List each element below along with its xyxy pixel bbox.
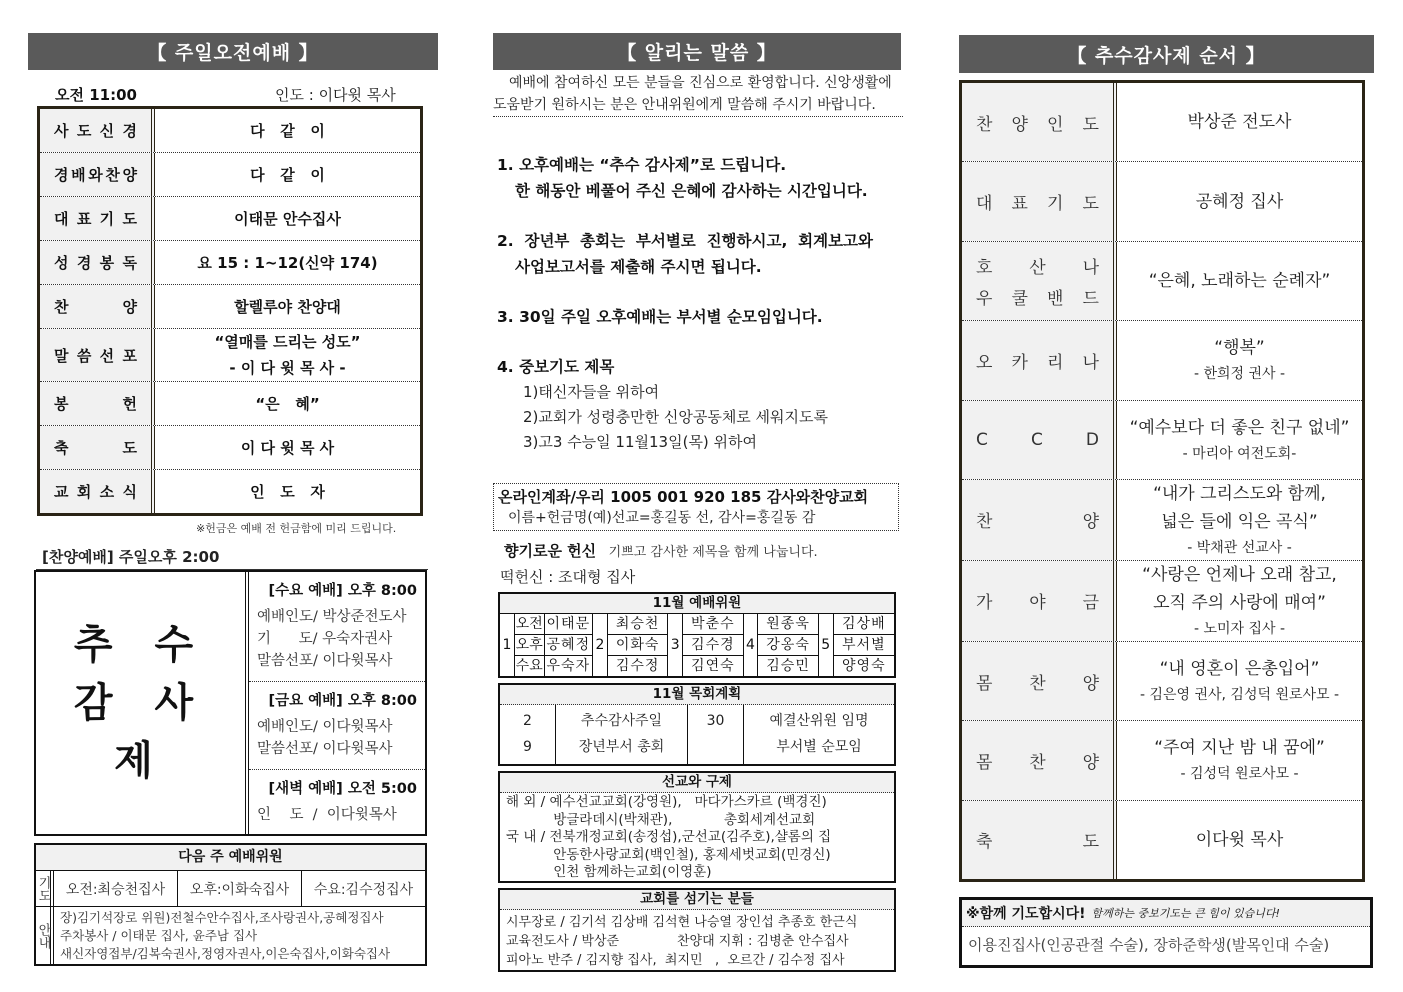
program-performer: - 김성덕 원로사모 - — [1180, 766, 1299, 783]
label-line — [976, 189, 1099, 214]
label-char: 포 — [122, 346, 137, 365]
plan-dates-right — [688, 705, 744, 764]
program-label — [962, 321, 1117, 399]
week-number: 2 — [595, 637, 605, 653]
service-title: [수요 예배] 오후 8:00 — [268, 583, 417, 599]
service-block — [249, 769, 425, 834]
label-char: 야 — [1029, 593, 1046, 614]
staff-name: 부서별 — [833, 635, 894, 656]
label-char: 식 — [122, 483, 137, 501]
offering-line — [504, 540, 818, 561]
prayer-cell: 오전:최승천집사 — [54, 871, 178, 906]
order-value — [155, 153, 420, 196]
program-value — [1117, 642, 1362, 720]
label-char: 인 — [1047, 114, 1064, 135]
program-row — [962, 800, 1362, 879]
program-label — [962, 401, 1117, 479]
label-char: 카 — [1011, 352, 1028, 373]
program-row — [962, 83, 1362, 161]
program-label — [962, 561, 1117, 641]
program-label — [962, 242, 1117, 320]
order-row — [40, 425, 420, 469]
label-char: 쿨 — [1011, 288, 1028, 309]
staff-name: 박춘수 — [682, 614, 742, 635]
title-line-1: 추 수 — [73, 622, 208, 668]
servant-line: 피아노 반주 / 김지향 집사, 최지민 , 오르간 / 김수정 집사 — [506, 953, 845, 968]
prayer-label: 기도 — [36, 871, 54, 906]
label-line — [976, 110, 1099, 135]
label-line — [976, 588, 1099, 613]
offering-desc: 기쁘고 감사한 제목을 함께 나눕니다. — [608, 545, 818, 560]
mission-line: 방글라데시(박채관), 총회세계선교회 — [506, 811, 816, 828]
program-title: “사랑은 언제나 오래 참고, — [1142, 564, 1337, 585]
guide-line: 장)김기석장로 위원)전철수안수집사,조사랑권사,공혜정집사 — [60, 910, 384, 925]
role-column — [514, 614, 544, 676]
program-performer: - 김은영 권사, 김성덕 원로사모 - — [1139, 687, 1340, 704]
prayer-request-box — [959, 897, 1373, 968]
program-row — [962, 720, 1362, 799]
label-char: 경 — [54, 166, 69, 184]
label-char: 소 — [99, 483, 115, 501]
label-char: 밴 — [1047, 288, 1064, 309]
prayer-cell: 오후:이화숙집사 — [178, 871, 302, 906]
order-value — [155, 241, 420, 284]
label-char: C — [976, 429, 988, 450]
welcome-text — [493, 72, 903, 117]
plan-entry: 2 — [523, 713, 532, 729]
role-cell: 수요 — [514, 656, 544, 677]
label-char: 양 — [1082, 512, 1099, 533]
label-char: 나 — [1082, 257, 1099, 278]
staff-name: 김연숙 — [682, 656, 742, 677]
staff-name: 우숙자 — [544, 656, 593, 677]
prayer-box-title: ※함께 기도합시다! — [966, 906, 1086, 922]
week-number: 5 — [821, 637, 831, 653]
order-value — [155, 109, 420, 152]
order-label — [40, 109, 155, 152]
welcome-line: 예배에 참여하신 모든 분들을 진심으로 환영합니다. 신앙생활에 — [509, 75, 892, 91]
label-char: 표 — [76, 210, 92, 228]
account-number: 온라인계좌/우리 1005 001 920 185 감사와찬양교회 — [498, 488, 869, 506]
names-column — [833, 614, 894, 676]
weekday-service-list — [249, 572, 425, 834]
label-char: 몸 — [976, 752, 993, 773]
program-row — [962, 560, 1362, 641]
staff-name: 양영숙 — [833, 656, 894, 677]
service-title: [새벽 예배] 오전 5:00 — [268, 780, 417, 797]
program-value — [1117, 561, 1362, 641]
notice-line: 한 해동안 베풀어 주신 은혜에 감사하는 시간입니다. — [515, 182, 868, 200]
plan-entry: 장년부서 총회 — [578, 739, 665, 755]
program-value — [1117, 401, 1362, 479]
value-line: 할렐루야 찬양대 — [234, 297, 341, 316]
plan-entry: 추수감사주일 — [580, 713, 663, 729]
mission-line: 국 내 / 전북개정교회(송정섭),군선교(김주호),샬롬의 집 — [506, 829, 832, 845]
order-label — [40, 426, 155, 469]
thanksgiving-program-header: 【 추수감사제 순서 】 — [959, 35, 1374, 73]
offering-note: ※헌금은 예배 전 헌금함에 미리 드립니다. — [196, 522, 397, 535]
program-title: 박상준 전도사 — [1187, 112, 1292, 133]
plan-entry: 30 — [706, 713, 725, 729]
thanksgiving-program-table — [959, 80, 1365, 882]
program-title: 이다윗 목사 — [1195, 829, 1284, 850]
program-title: 오직 주의 사랑에 매여” — [1153, 592, 1326, 613]
label-char: 신 — [99, 122, 115, 140]
program-title: “주여 지난 밤 내 꿈에” — [1154, 738, 1325, 759]
program-row — [962, 241, 1362, 320]
label-char: 양 — [1082, 752, 1099, 773]
staff-name: 원종욱 — [757, 614, 817, 635]
label-line — [976, 507, 1099, 532]
program-title: “예수보다 더 좋은 친구 없네” — [1129, 417, 1350, 438]
servants-title: 교회를 섬기는 분들 — [500, 890, 894, 910]
staff-name: 김수경 — [682, 635, 742, 656]
label-char: 찬 — [105, 166, 120, 184]
label-char: 표 — [1011, 194, 1028, 215]
program-row — [962, 161, 1362, 240]
notice-line: 사업보고서를 제출해 주시면 됩니다. — [515, 258, 762, 276]
program-performer: - 한희정 권사 - — [1193, 366, 1286, 383]
notice-item — [497, 304, 905, 330]
label-char: 도 — [122, 210, 137, 228]
label-char: 회 — [76, 483, 92, 501]
label-char: 도 — [1082, 114, 1099, 135]
plan-entry: 9 — [523, 739, 532, 755]
order-row — [40, 381, 420, 425]
servants-list — [500, 910, 894, 973]
order-label — [40, 241, 155, 284]
value-line: 다 같 이 — [250, 121, 325, 140]
label-char: 헌 — [122, 395, 137, 413]
notice-line: 1. 오후예배는 “추수 감사제”로 드립니다. — [497, 156, 787, 174]
service-line: 인 도 / 이다윗목사 — [257, 806, 397, 823]
november-staff-table — [498, 592, 896, 678]
order-value — [155, 426, 420, 469]
order-value — [155, 285, 420, 328]
label-line — [976, 253, 1099, 278]
service-title: [금요 예배] 오후 8:00 — [268, 693, 417, 710]
program-row — [962, 400, 1362, 479]
offering-title: 향기로운 헌신 — [504, 542, 597, 560]
program-title: “은혜, 노래하는 순례자” — [1148, 270, 1331, 291]
label-char: 찬 — [1029, 752, 1046, 773]
guide-line: 새신자영접부/김복숙권사,정영자권사,이은숙집사,이화숙집사 — [60, 946, 391, 961]
next-week-title: 다음 주 예배위원 — [36, 845, 425, 871]
program-title: “행복” — [1214, 338, 1265, 359]
november-plan-table — [498, 683, 896, 766]
staff-name: 공혜정 — [544, 635, 593, 656]
prayer-topic: 1)태신자들을 위하여 — [523, 383, 660, 401]
value-line: 인 도 자 — [250, 482, 325, 501]
worship-order-table — [37, 106, 423, 516]
service-line: 기 도/ 우숙자권사 — [257, 631, 393, 647]
label-char: 양 — [1011, 114, 1028, 135]
label-char: 나 — [1082, 352, 1099, 373]
value-line: 요 15 : 1~12(신약 174) — [197, 253, 378, 272]
order-row — [40, 196, 420, 240]
staff-name: 이태문 — [544, 614, 593, 635]
label-char: D — [1085, 429, 1099, 450]
order-label — [40, 329, 155, 381]
order-label — [40, 153, 155, 196]
label-char: 호 — [976, 257, 993, 278]
label-line — [976, 669, 1099, 694]
program-value — [1117, 801, 1362, 879]
mission-line: 안동한사랑교회(백인철), 홍제세벗교회(민경신) — [506, 846, 831, 863]
label-line — [976, 348, 1099, 373]
notice-line: 4. 중보기도 제목 — [497, 358, 615, 376]
order-label — [40, 285, 155, 328]
label-char: 도 — [1082, 832, 1099, 853]
role-cell: 오후 — [514, 635, 544, 656]
prayer-requests: 이용진집사(인공관절 수술), 장하준학생(발목인대 수술) — [968, 936, 1330, 954]
label-char: 배 — [71, 166, 86, 184]
thanksgiving-title — [36, 572, 249, 834]
prayer-topic: 2)교회가 성령충만한 신앙공동체로 세워지도록 — [523, 408, 829, 426]
servant-line: 교육전도사 / 박상준 찬양대 지휘 : 김병춘 안수집사 — [506, 934, 849, 949]
notice-list — [497, 152, 905, 479]
label-char: 대 — [976, 194, 993, 215]
mission-relief-box — [498, 771, 896, 883]
order-row — [40, 109, 420, 152]
order-value — [155, 470, 420, 513]
service-block — [249, 572, 425, 681]
label-char: 찬 — [976, 512, 993, 533]
program-title: 넓은 들에 익은 곡식” — [1161, 511, 1318, 532]
program-performer: - 노미자 집사 - — [1193, 620, 1286, 637]
service-leader: 인도 : 이다윗 목사 — [275, 86, 396, 104]
notice-line: 3. 30일 주일 오후예배는 부서별 순모임입니다. — [497, 308, 823, 326]
staff-name: 김수정 — [607, 656, 667, 677]
value-line: “은 혜” — [255, 394, 320, 413]
staff-table-title: 11월 예배위원 — [500, 594, 894, 614]
label-char: 교 — [54, 483, 69, 501]
prayer-box-subtitle: 함께하는 중보기도는 큰 힘이 있습니다! — [1091, 907, 1280, 920]
names-column — [607, 614, 668, 676]
value-line: “열매를 드리는 성도” — [214, 333, 361, 351]
program-label — [962, 83, 1117, 161]
order-value — [155, 382, 420, 425]
program-value — [1117, 242, 1362, 320]
program-label — [962, 801, 1117, 879]
program-label — [962, 642, 1117, 720]
welcome-line: 도움받기 원하시는 분은 안내위원에게 말씀해 주시기 바랍니다. — [493, 97, 876, 113]
label-char: 찬 — [976, 114, 993, 135]
label-char: 선 — [99, 346, 115, 365]
program-value — [1117, 321, 1362, 399]
praise-service-time: [찬양예배] 주일오후 2:00 — [42, 548, 220, 566]
label-char: 리 — [1047, 352, 1064, 373]
program-label — [962, 480, 1117, 560]
service-line: 예배인도/ 이다윗목사 — [257, 719, 393, 736]
notice-item — [497, 152, 905, 204]
label-char: 봉 — [54, 395, 69, 413]
value-line: 이태문 안수집사 — [234, 209, 341, 228]
program-performer: - 마리아 여전도회- — [1182, 445, 1297, 462]
order-row — [40, 284, 420, 328]
service-time: 오전 11:00 — [55, 86, 137, 104]
service-line: 말씀선포/ 이다윗목사 — [257, 653, 393, 669]
label-char: 사 — [54, 122, 69, 140]
program-row — [962, 641, 1362, 720]
mission-line: 해 외 / 예수선교교회(강영원), 마다가스카르 (백경진) — [506, 794, 827, 810]
program-title: “내 영혼이 은총입어” — [1159, 659, 1320, 680]
program-label — [962, 721, 1117, 799]
program-title: 공혜정 집사 — [1195, 191, 1284, 212]
label-char: 씀 — [76, 346, 92, 365]
label-char: 독 — [122, 254, 137, 272]
label-char: 찬 — [54, 298, 69, 316]
announcements-header: 【 알리는 말씀 】 — [493, 33, 901, 70]
label-char: 양 — [1082, 673, 1099, 694]
guide-line: 주차봉사 / 이태문 집사, 윤주남 집사 — [60, 928, 258, 943]
label-char: C — [1030, 429, 1043, 450]
service-block — [249, 681, 425, 769]
program-value — [1117, 162, 1362, 240]
order-label — [40, 470, 155, 513]
weekday-services-box — [34, 570, 427, 836]
label-char: 경 — [122, 122, 137, 140]
label-line — [976, 284, 1099, 309]
staff-name: 이화숙 — [607, 635, 667, 656]
label-char: 대 — [54, 210, 69, 228]
label-char: 기 — [1047, 194, 1064, 215]
label-line — [976, 430, 1099, 450]
plan-events-left — [556, 705, 688, 764]
week-number: 4 — [746, 637, 755, 653]
mission-line: 인천 함께하는교회(이영훈) — [506, 864, 712, 880]
label-char: 경 — [76, 254, 92, 272]
plan-entry: 부서별 순모임 — [776, 739, 862, 755]
label-char: 도 — [76, 122, 92, 140]
label-char: 양 — [122, 166, 137, 184]
label-char: 축 — [54, 439, 69, 457]
order-label — [40, 197, 155, 240]
online-account-box — [493, 483, 899, 531]
plan-entry: 예결산위원 임명 — [769, 713, 869, 729]
mission-list — [500, 793, 894, 883]
label-char: 도 — [122, 439, 137, 457]
label-char: 드 — [1082, 288, 1099, 309]
label-char: 도 — [1082, 194, 1099, 215]
label-char: 말 — [54, 346, 69, 365]
order-label — [40, 382, 155, 425]
prayer-cell: 수요:김수정집사 — [313, 881, 414, 898]
plan-table-title: 11월 목회계획 — [500, 685, 894, 705]
staff-name: 김상배 — [833, 614, 894, 635]
plan-events-right — [744, 705, 894, 764]
servant-line: 시무장로 / 김기석 김상배 김석현 나승열 장인섭 추종호 한근식 — [506, 915, 858, 930]
label-char: 우 — [976, 288, 993, 309]
value-line: 다 같 이 — [250, 165, 325, 184]
label-char: 기 — [99, 210, 115, 228]
label-char: 양 — [122, 298, 137, 316]
program-label — [962, 162, 1117, 240]
sunday-morning-header: 【 주일오전예배 】 — [28, 33, 438, 70]
label-line — [976, 748, 1099, 773]
value-line: - 이 다 윗 목 사 - — [229, 359, 346, 377]
program-row — [962, 479, 1362, 560]
label-char: 산 — [1029, 257, 1046, 278]
label-char: 찬 — [1029, 673, 1046, 694]
label-char: 와 — [88, 166, 103, 184]
program-value — [1117, 83, 1362, 161]
label-char: 봉 — [99, 254, 115, 272]
guide-staff — [54, 907, 425, 964]
guide-label: 안내 — [36, 907, 54, 964]
church-servants-box — [498, 888, 896, 972]
notice-line: 2. 장년부 총회는 부서별로 진행하시고, 회계보고와 — [497, 232, 873, 250]
order-value — [155, 197, 420, 240]
plan-dates-left — [500, 705, 556, 764]
names-column — [682, 614, 743, 676]
program-row — [962, 320, 1362, 399]
account-note: 이름+헌금명(예)선교=홍길동 선, 감사=홍길동 감 — [508, 510, 816, 526]
value-line: 이 다 윗 목 사 — [240, 438, 335, 457]
program-value — [1117, 480, 1362, 560]
service-line: 말씀선포/ 이다윗목사 — [257, 741, 393, 758]
title-line-2: 감 사 제 — [73, 680, 208, 784]
staff-name: 김승민 — [757, 656, 817, 677]
label-char: 금 — [1082, 593, 1099, 614]
program-performer: - 박채관 선교사 - — [1187, 539, 1292, 556]
label-char: 성 — [54, 254, 69, 272]
order-row — [40, 152, 420, 196]
prayer-topic: 3)고3 수능일 11월13일(목) 위하여 — [523, 433, 758, 451]
mission-title: 선교와 구제 — [500, 773, 894, 793]
names-column — [544, 614, 594, 676]
order-row — [40, 240, 420, 284]
program-value — [1117, 721, 1362, 799]
rice-cake-offering: 떡헌신 : 조대형 집사 — [500, 568, 636, 586]
order-row — [40, 469, 420, 513]
staff-name: 강옹숙 — [757, 635, 817, 656]
label-line — [976, 827, 1099, 852]
label-char: 축 — [976, 832, 993, 853]
staff-name: 최승천 — [607, 614, 667, 635]
next-week-staff — [34, 843, 427, 966]
week-number: 1 — [502, 637, 512, 653]
order-value — [155, 329, 420, 381]
program-title: “내가 그리스도와 함께, — [1153, 483, 1326, 504]
week-number: 3 — [670, 637, 680, 653]
notice-item — [497, 228, 905, 280]
label-char: 가 — [976, 593, 993, 614]
order-row — [40, 328, 420, 381]
names-column — [757, 614, 818, 676]
notice-item — [497, 354, 905, 455]
prayer-staff — [54, 871, 425, 906]
service-line: 예배인도/ 박상준전도사 — [257, 609, 407, 625]
role-cell: 오전 — [514, 614, 544, 635]
label-char: 오 — [976, 352, 993, 373]
label-char: 몸 — [976, 673, 993, 694]
